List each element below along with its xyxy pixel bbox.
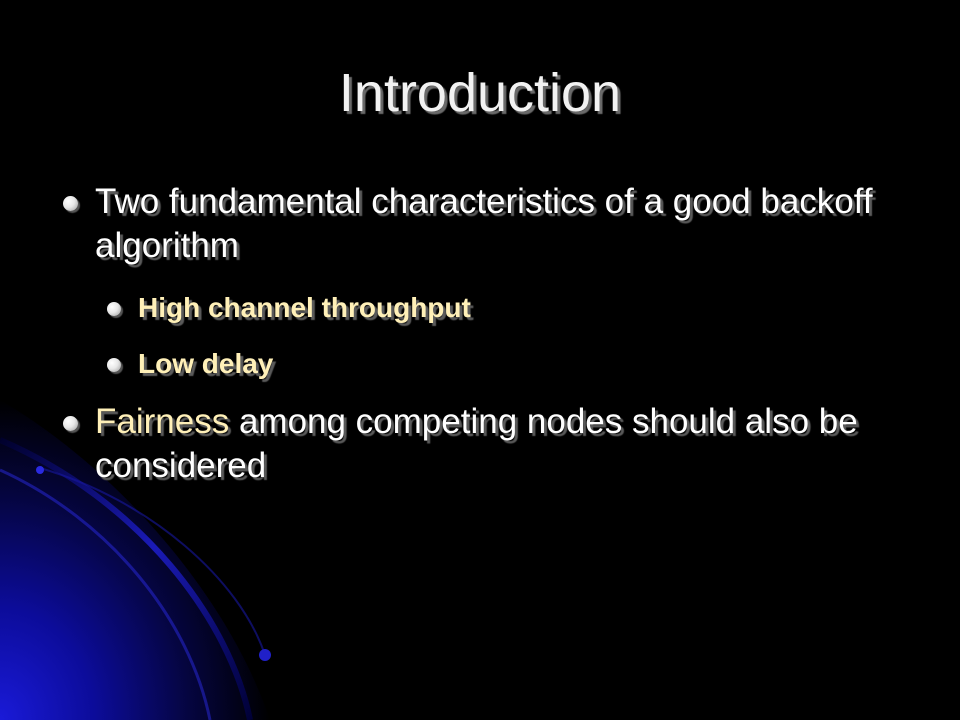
bullet-text: among competing nodes should also be considered: [95, 402, 858, 485]
bullet-dot-icon: [107, 302, 121, 316]
bullet-dot-icon: [107, 358, 121, 372]
sub-bullet-text: High channel throughput: [138, 292, 471, 323]
sub-bullet-item: [138, 290, 898, 326]
bullet-item: [95, 400, 915, 488]
bullet-highlight-text: Fairness: [95, 402, 230, 441]
bullet-dot-icon: [63, 416, 78, 431]
slide-title: Introduction: [338, 63, 622, 123]
sub-bullet-item: [138, 346, 898, 382]
bullet-item: [95, 180, 915, 268]
sub-bullet-text: Low delay: [138, 348, 274, 379]
bullet-text: Two fundamental characteristics of a good backoff algorithm: [95, 182, 873, 265]
bullet-dot-icon: [63, 196, 78, 211]
